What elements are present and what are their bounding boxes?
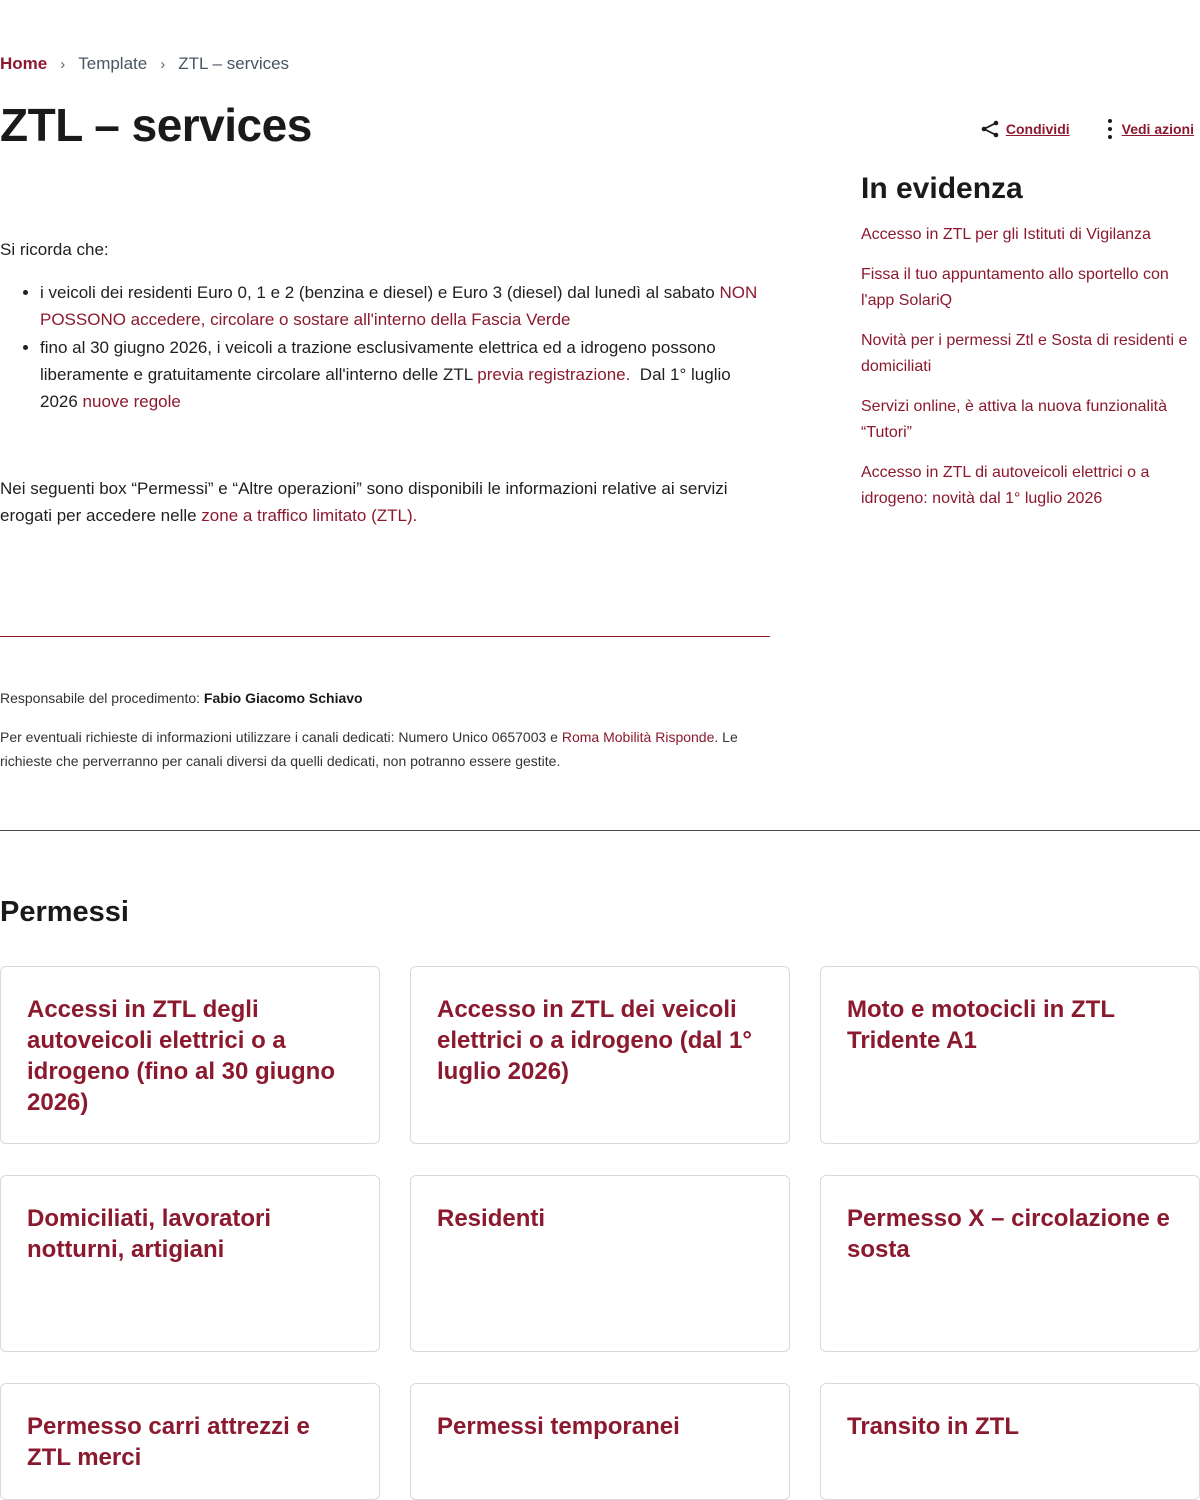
in-evidenza-panel bbox=[861, 172, 1196, 526]
card-title: Moto e motocicli in ZTL Tridente A1 bbox=[847, 996, 1115, 1054]
permesso-card[interactable] bbox=[820, 966, 1200, 1144]
card-title: Residenti bbox=[437, 1205, 546, 1232]
breadcrumb-current: ZTL – services bbox=[178, 54, 290, 73]
permessi-title: Permessi bbox=[0, 896, 129, 928]
permesso-card[interactable] bbox=[410, 966, 790, 1144]
permesso-card[interactable] bbox=[0, 1383, 380, 1500]
breadcrumb-home-link[interactable]: Home bbox=[0, 54, 48, 73]
more-actions-label: Vedi azioni bbox=[1121, 121, 1194, 137]
breadcrumb-template-link[interactable]: Template bbox=[78, 54, 148, 73]
section-divider bbox=[0, 636, 770, 637]
in-evidenza-list bbox=[861, 222, 1196, 512]
permesso-card[interactable] bbox=[410, 1175, 790, 1352]
permesso-card[interactable] bbox=[0, 966, 380, 1144]
responsabile-label: Responsabile del procedimento: bbox=[0, 690, 204, 706]
share-button[interactable] bbox=[980, 119, 1070, 139]
permesso-card[interactable] bbox=[410, 1383, 790, 1500]
page-title: ZTL – services bbox=[0, 99, 312, 151]
page-actions bbox=[980, 118, 1194, 140]
contact-text: . Le richieste che perverranno per canali diversi da quelli dedicati, non potranno essere gestite. bbox=[0, 729, 738, 769]
breadcrumb-separator: › bbox=[160, 55, 166, 73]
roma-mobilita-link[interactable]: Roma Mobilità Risponde bbox=[561, 729, 715, 745]
nuove-regole-link[interactable]: nuove regole bbox=[82, 392, 181, 411]
bullet-text: fino al 30 giugno 2026, i veicoli a trazione esclusivamente elettrica ed a idrogeno possono liberamente e gratuitamente circolare all'interno delle ZTL bbox=[40, 338, 716, 384]
bullet-text: Dal 1° luglio 2026 bbox=[40, 365, 736, 411]
section-divider bbox=[0, 830, 1200, 831]
responsabile-name: Fabio Giacomo Schiavo bbox=[203, 690, 363, 706]
responsabile-section bbox=[0, 686, 770, 773]
in-evidenza-title: In evidenza bbox=[861, 172, 1023, 205]
evidenza-link[interactable]: Novità per i permessi Ztl e Sosta di residenti e domiciliati bbox=[861, 332, 1188, 375]
breadcrumb bbox=[0, 54, 289, 74]
card-title: Domiciliati, lavoratori notturni, artigiani bbox=[27, 1205, 272, 1263]
intro-section bbox=[0, 236, 770, 529]
card-title: Accesso in ZTL dei veicoli elettrici o a idrogeno (dal 1° luglio 2026) bbox=[437, 996, 752, 1085]
evidenza-link[interactable]: Accesso in ZTL per gli Istituti di Vigilanza bbox=[861, 226, 1151, 243]
permesso-card[interactable] bbox=[820, 1175, 1200, 1352]
bullet-text: i veicoli dei residenti Euro 0, 1 e 2 (benzina e diesel) e Euro 3 (diesel) dal lunedì al sabato bbox=[40, 283, 720, 302]
intro-bullet bbox=[40, 279, 770, 333]
ztl-link[interactable]: zone a traffico limitato (ZTL). bbox=[201, 506, 418, 525]
breadcrumb-separator: › bbox=[60, 55, 66, 73]
intro-bullets bbox=[40, 279, 770, 415]
card-title: Permesso X – circolazione e sosta bbox=[847, 1205, 1170, 1263]
card-title: Permesso carri attrezzi e ZTL merci bbox=[27, 1413, 310, 1471]
card-title: Transito in ZTL bbox=[847, 1413, 1019, 1440]
kebab-menu-icon bbox=[1104, 118, 1116, 140]
share-icon bbox=[980, 119, 1000, 139]
registrazione-link[interactable]: previa registrazione. bbox=[477, 365, 631, 384]
fascia-verde-link[interactable]: NON POSSONO accedere, circolare o sostare all'interno della Fascia Verde bbox=[40, 283, 758, 329]
intro-lead: Si ricorda che: bbox=[0, 240, 109, 259]
card-title: Accessi in ZTL degli autoveicoli elettrici o a idrogeno (fino al 30 giugno 2026) bbox=[27, 996, 335, 1116]
evidenza-link[interactable]: Fissa il tuo appuntamento allo sportello con l'app SolariQ bbox=[861, 266, 1169, 309]
responsabile-line bbox=[0, 686, 770, 710]
permesso-card[interactable] bbox=[0, 1175, 380, 1352]
contact-info bbox=[0, 725, 770, 773]
evidenza-link[interactable]: Accesso in ZTL di autoveicoli elettrici o a idrogeno: novità dal 1° luglio 2026 bbox=[861, 464, 1150, 507]
share-label: Condividi bbox=[1005, 121, 1070, 137]
contact-text: Per eventuali richieste di informazioni utilizzare i canali dedicati: Numero Unico 0657003 e bbox=[0, 729, 562, 745]
card-title: Permessi temporanei bbox=[437, 1413, 680, 1440]
evidenza-link[interactable]: Servizi online, è attiva la nuova funzionalità “Tutori” bbox=[861, 398, 1167, 441]
permesso-card[interactable] bbox=[820, 1383, 1200, 1500]
more-actions-button[interactable] bbox=[1104, 118, 1194, 140]
intro-paragraph bbox=[0, 475, 770, 529]
paragraph-text: Nei seguenti box “Permessi” e “Altre operazioni” sono disponibili le informazioni relative ai servizi erogati per accedere nelle bbox=[0, 479, 728, 525]
intro-bullet bbox=[40, 334, 770, 415]
